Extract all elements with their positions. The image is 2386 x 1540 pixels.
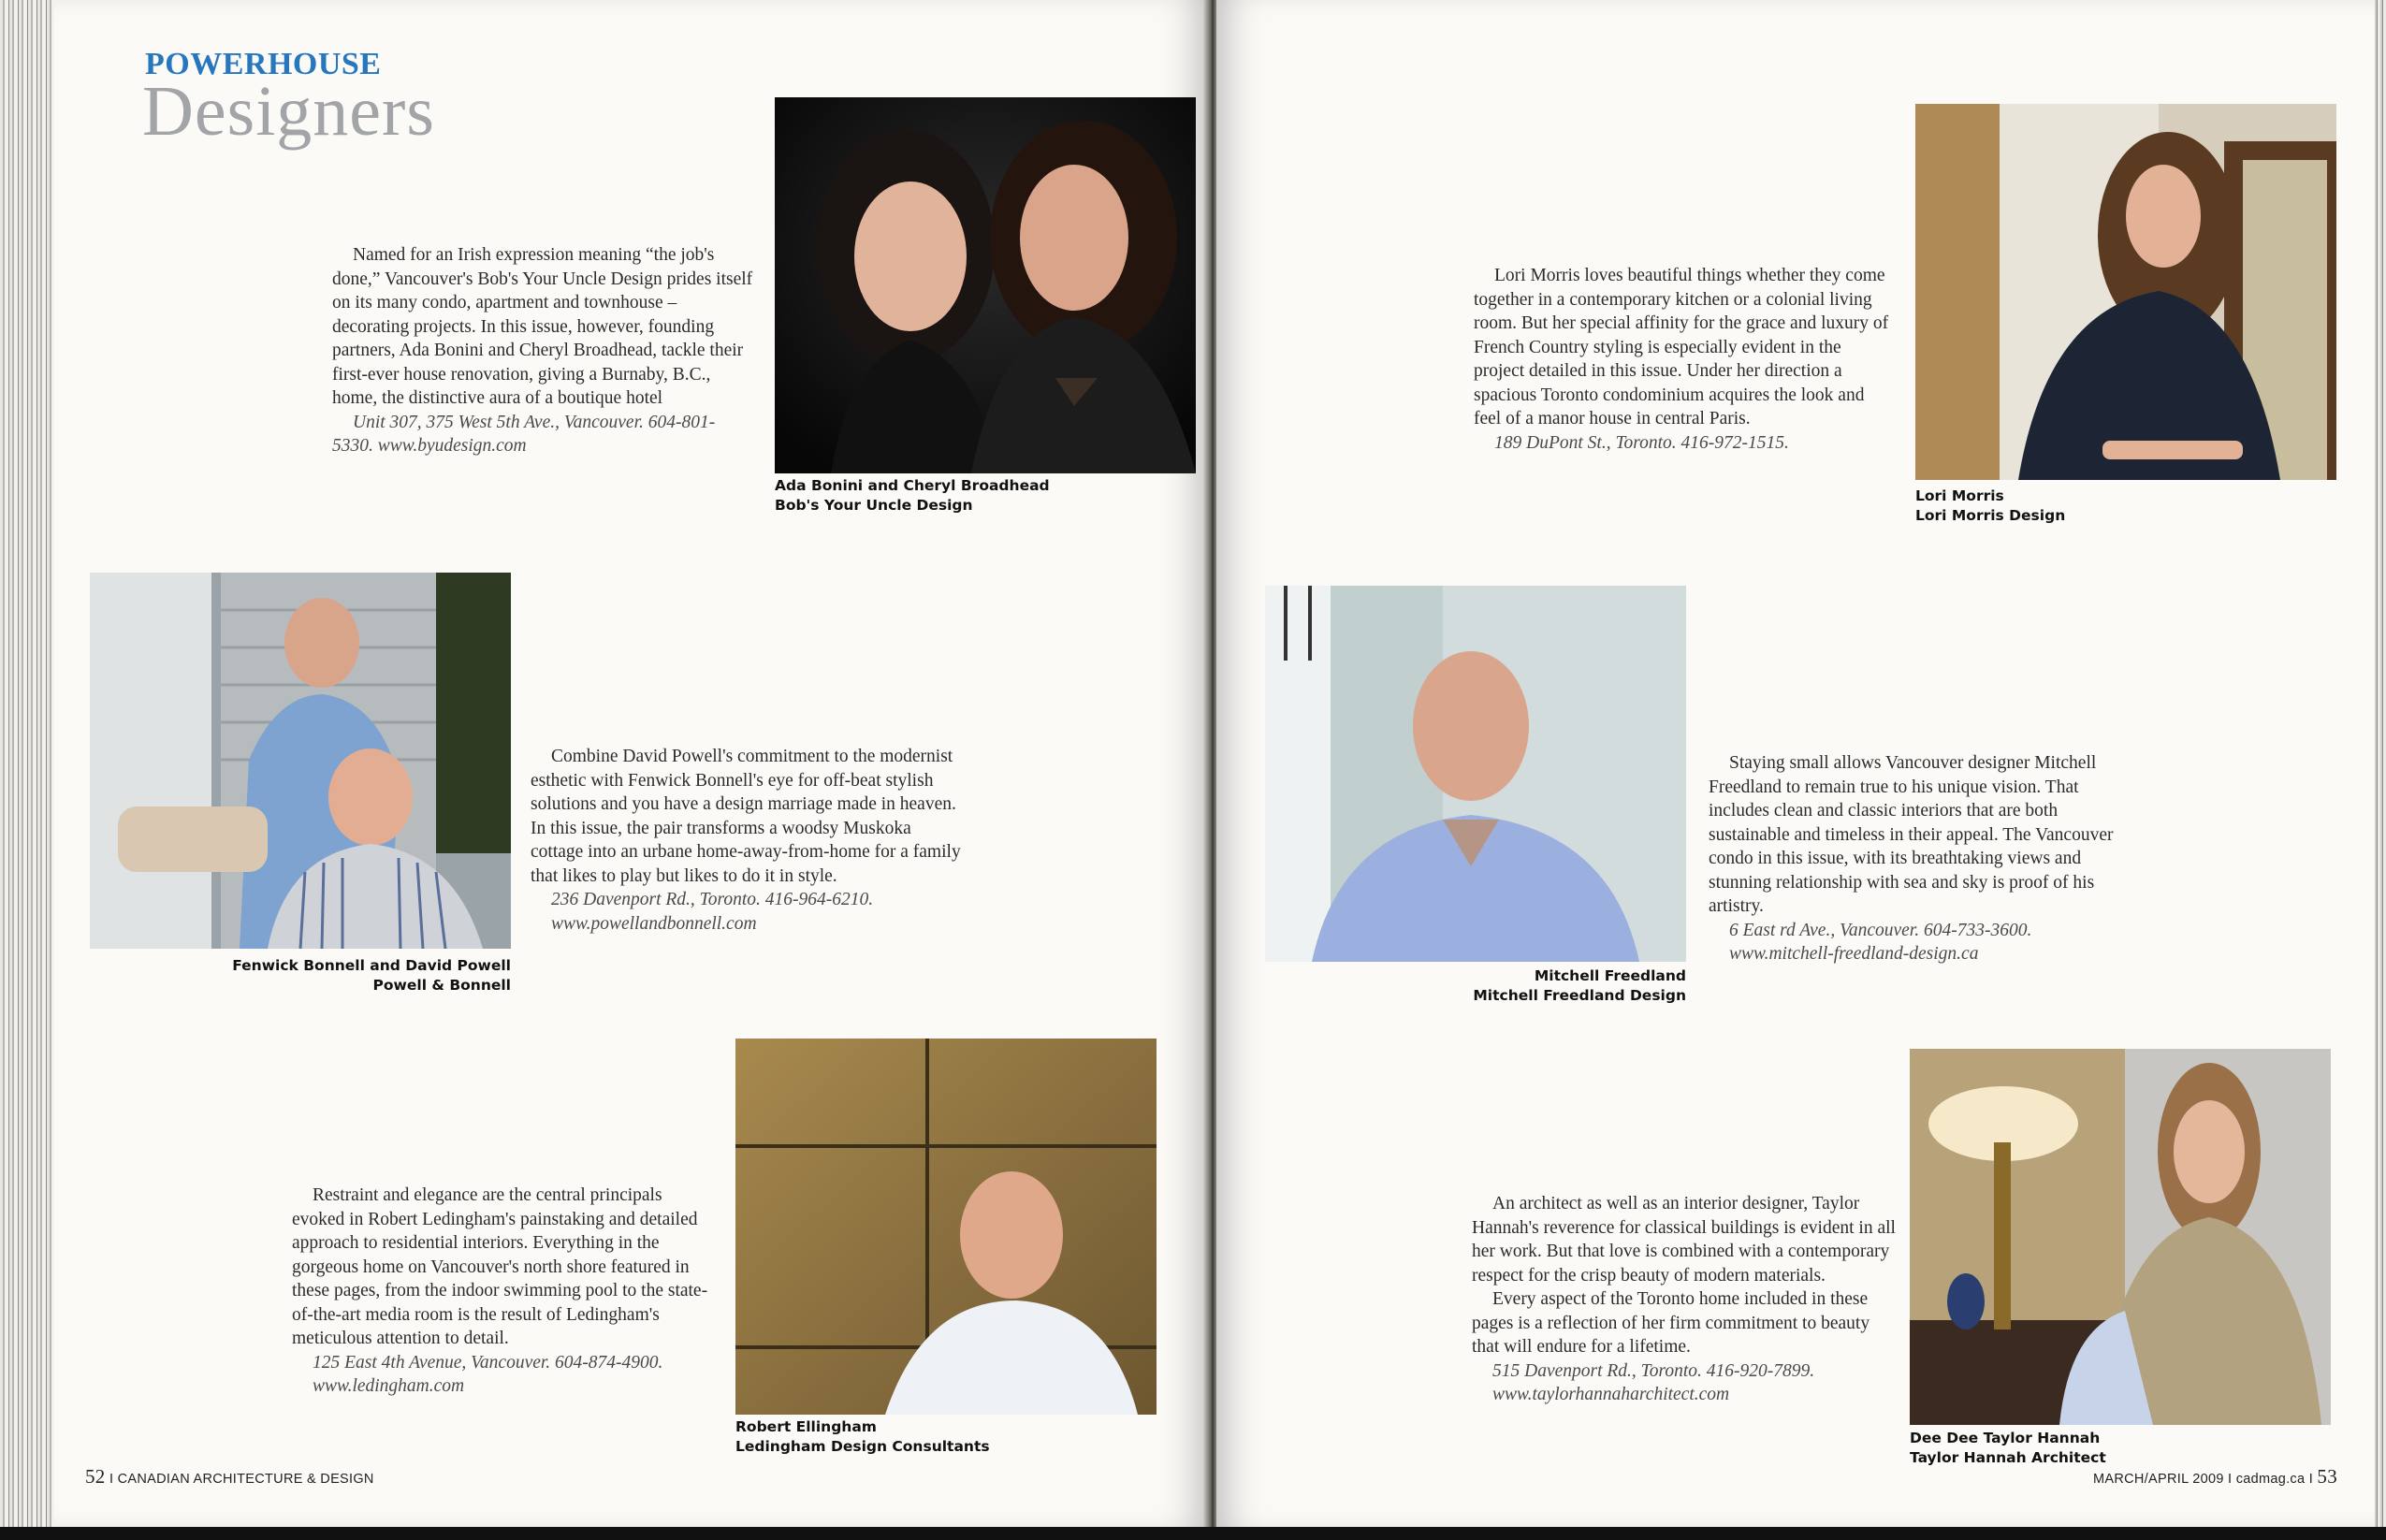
designer-address: 6 East rd Ave., Vancouver. 604-733-3600. <box>1729 920 2032 940</box>
designer-paragraph: Named for an Irish expression meaning “the job's done,” Vancouver's Bob's Your Uncle Design prides itself on its many condo, apartment and townhouse –decorating projects. In this issue, however, founding partners, Ada Bonini and Cheryl Broadhead, tackle their first-ever house renovation, giving a Burnaby, B.C., home, the distinctive aura of a boutique hotel <box>332 245 753 408</box>
designer-paragraph: Staying small allows Vancouver designer Mitchell Freedland to remain true to his unique vision. That includes clean and classic interiors that are both sustainable and timeless in their appeal. The Vancouver condo in this issue, with its breathtaking views and stunning relationship with sea and sky is proof of his artistry. <box>1709 753 2114 916</box>
photo-bonnell-powell <box>90 573 511 949</box>
designer-paragraph: An architect as well as an interior designer, Taylor Hannah's reverence for classical buildings is evident in all her work. But that love is combined with a contemporary respect for the crisp beauty of modern materials. <box>1472 1194 1896 1286</box>
photo-freedland <box>1265 586 1686 962</box>
designer-address: 515 Davenport Rd., Toronto. 416-920-7899. <box>1492 1360 1815 1381</box>
caption-bonini-broadhead <box>775 476 1196 516</box>
designer-address: 189 DuPont St., Toronto. 416-972-1515. <box>1494 432 1789 453</box>
designer-paragraph: Lori Morris loves beautiful things whether they come together in a contemporary kitchen or a colonial living room. But her special affinity for the grace and luxury of French Country styling is especially evident in the project detailed in this issue. Under her direction a spacious Toronto condominium acquires the look and feel of a manor house in central Paris. <box>1474 266 1889 429</box>
section-kicker: POWERHOUSE <box>145 47 382 81</box>
caption-name: Mitchell Freedland <box>1534 967 1686 984</box>
photo-ledingham <box>735 1039 1157 1415</box>
caption-firm: Powell & Bonnell <box>372 977 511 994</box>
caption-name: Robert Ellingham <box>735 1418 877 1435</box>
caption-freedland <box>1265 966 1686 1006</box>
designer-url: www.mitchell-freedland-design.ca <box>1729 944 1979 964</box>
bottom-shadow <box>0 1527 2386 1540</box>
folio-divider: I <box>109 1472 114 1487</box>
designer-text-bonini-broadhead <box>332 243 753 458</box>
designer-text-morris <box>1474 264 1895 455</box>
designer-address: Unit 307, 375 West 5th Ave., Vancouver. 604-801-5330. www.byudesign.com <box>332 412 716 456</box>
designer-paragraph: Combine David Powell's commitment to the modernist esthetic with Fenwick Bonnell's eye for off-beat stylish solutions and you have a design marriage made in heaven. In this issue, the pair transforms a woodsy Muskoka cottage into an urbane home-away-from-home for a family that likes to play but likes to do it in style. <box>531 747 961 886</box>
photo-bonini-broadhead <box>775 97 1196 473</box>
caption-name: Fenwick Bonnell and David Powell <box>232 957 511 974</box>
folio-divider: I <box>2228 1472 2233 1487</box>
left-publication-name: CANADIAN ARCHITECTURE & DESIGN <box>117 1472 374 1487</box>
caption-firm: Mitchell Freedland Design <box>1473 987 1686 1004</box>
photo-morris <box>1915 104 2336 480</box>
page-title: Designers <box>142 72 435 151</box>
photo-hannah <box>1910 1049 2331 1425</box>
caption-firm: Taylor Hannah Architect <box>1910 1449 2106 1466</box>
designer-paragraph: Every aspect of the Toronto home included in these pages is a reflection of her firm commitment to beauty that will endure for a lifetime. <box>1472 1289 1870 1357</box>
caption-name: Dee Dee Taylor Hannah <box>1910 1430 2101 1446</box>
designer-text-hannah <box>1472 1192 1898 1407</box>
designer-url: www.taylorhannaharchitect.com <box>1492 1385 1730 1404</box>
caption-firm: Ledingham Design Consultants <box>735 1438 990 1455</box>
left-folio <box>85 1465 374 1489</box>
page-edges-right <box>2375 0 2386 1540</box>
caption-name: Lori Morris <box>1915 487 2004 504</box>
caption-firm: Bob's Your Uncle Design <box>775 497 973 514</box>
designer-url: www.powellandbonnell.com <box>551 913 757 934</box>
caption-hannah <box>1910 1429 2331 1468</box>
designer-text-ledingham <box>292 1184 713 1399</box>
designer-text-bonnell-powell <box>531 745 961 936</box>
left-page-number: 52 <box>85 1465 106 1488</box>
website-name: cadmag.ca <box>2235 1472 2306 1487</box>
page-edges-left <box>0 0 54 1540</box>
caption-morris <box>1915 487 2336 526</box>
right-page-number: 53 <box>2317 1465 2337 1488</box>
right-folio <box>2093 1465 2337 1489</box>
caption-firm: Lori Morris Design <box>1915 507 2066 524</box>
designer-address: 236 Davenport Rd., Toronto. 416-964-6210. <box>551 890 874 909</box>
designer-paragraph: Restraint and elegance are the central principals evoked in Robert Ledingham's painstaking and detailed approach to residential interiors. Everything in the gorgeous home on Vancouver's north shore featured in these pages, from the indoor swimming pool to the state-of-the-art media room is the result of Ledingham's meticulous attention to detail. <box>292 1185 708 1348</box>
folio-divider: I <box>2308 1472 2314 1487</box>
designer-address: 125 East 4th Avenue, Vancouver. 604-874-4900. <box>313 1352 663 1373</box>
issue-date: MARCH/APRIL 2009 <box>2093 1472 2224 1487</box>
designer-url: www.ledingham.com <box>313 1376 465 1396</box>
caption-name: Ada Bonini and Cheryl Broadhead <box>775 477 1050 494</box>
designer-text-freedland <box>1709 751 2130 966</box>
caption-ledingham <box>735 1417 1157 1457</box>
caption-bonnell-powell <box>90 956 511 995</box>
